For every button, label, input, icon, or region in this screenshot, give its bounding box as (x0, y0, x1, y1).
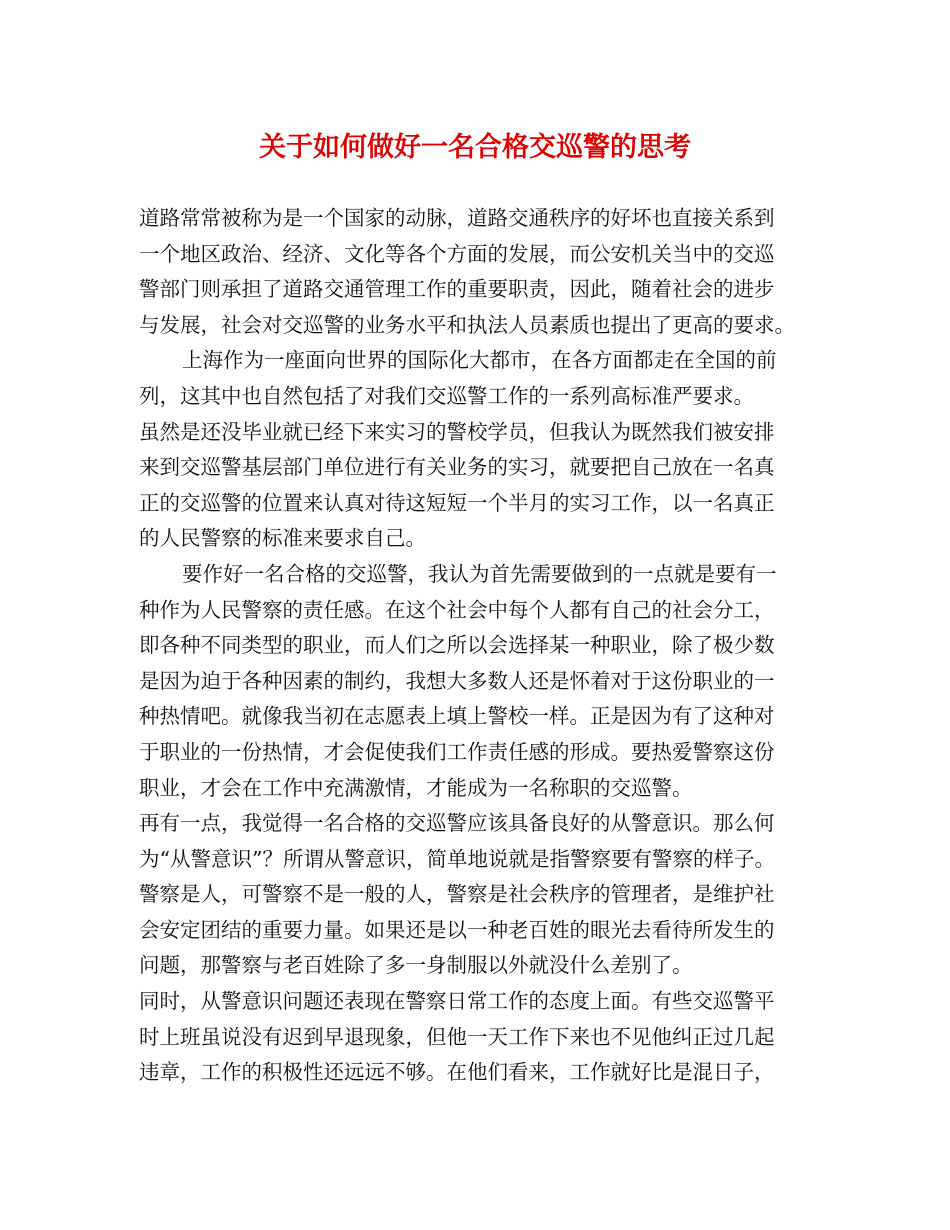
body-line: 上海作为一座面向世界的国际化大都市，在各方面都走在全国的前 (182, 348, 777, 373)
body-line: 会安定团结的重要力量。如果还是以一种老百姓的眼光去看待所发生的 (139, 917, 775, 942)
document-title: 关于如何做好一名合格交巡警的思考 (259, 132, 691, 163)
document-body (139, 201, 819, 1091)
body-line: 警察是人，可警察不是一般的人，警察是社会秩序的管理者，是维护社 (139, 882, 775, 907)
body-line: 与发展，社会对交巡警的业务水平和执法人员素质也提出了更高的要求。 (139, 312, 795, 337)
body-line: 列，这其中也自然包括了对我们交巡警工作的一系列高标准严要求。 (139, 383, 754, 408)
body-line: 要作好一名合格的交巡警，我认为首先需要做到的一点就是要有一 (182, 561, 777, 586)
body-line: 违章，工作的积极性还远远不够。在他们看来，工作就好比是混日子， (139, 1060, 775, 1085)
body-line: 道路常常被称为是一个国家的动脉，道路交通秩序的好坏也直接关系到 (139, 206, 775, 230)
body-line: 的人民警察的标准来要求自己。 (139, 526, 426, 551)
body-line: 问题，那警察与老百姓除了多一身制服以外就没什么差别了。 (139, 953, 693, 978)
body-line: 同时，从警意识问题还表现在警察日常工作的态度上面。有些交巡警平 (139, 989, 775, 1014)
body-line: 职业，才会在工作中充满激情，才能成为一名称职的交巡警。 (139, 775, 693, 800)
body-line: 于职业的一份热情，才会促使我们工作责任感的形成。要热爱警察这份 (139, 739, 775, 764)
body-line: 种热情吧。就像我当初在志愿表上填上警校一样。正是因为有了这种对 (139, 704, 775, 729)
body-line: 警部门则承担了道路交通管理工作的重要职责，因此，随着社会的进步 (139, 277, 775, 302)
body-line: 虽然是还没毕业就已经下来实习的警校学员，但我认为既然我们被安排 (139, 419, 775, 444)
body-line: 为“从警意识”？所谓从警意识，简单地说就是指警察要有警察的样子。 (139, 846, 775, 871)
body-line: 正的交巡警的位置来认真对待这短短一个半月的实习工作，以一名真正 (139, 490, 775, 515)
body-line: 种作为人民警察的责任感。在这个社会中每个人都有自己的社会分工， (139, 597, 775, 622)
body-line: 即各种不同类型的职业，而人们之所以会选择某一种职业，除了极少数 (139, 633, 775, 658)
body-line: 来到交巡警基层部门单位进行有关业务的实习，就要把自己放在一名真 (139, 455, 775, 480)
body-line: 时上班虽说没有迟到早退现象，但他一天工作下来也不见他纠正过几起 (139, 1024, 775, 1049)
body-line: 再有一点，我觉得一名合格的交巡警应该具备良好的从警意识。那么何 (139, 811, 775, 836)
body-line: 是因为迫于各种因素的制约，我想大多数人还是怀着对于这份职业的一 (139, 668, 775, 693)
body-line: 一个地区政治、经济、文化等各个方面的发展，而公安机关当中的交巡 (139, 241, 775, 266)
